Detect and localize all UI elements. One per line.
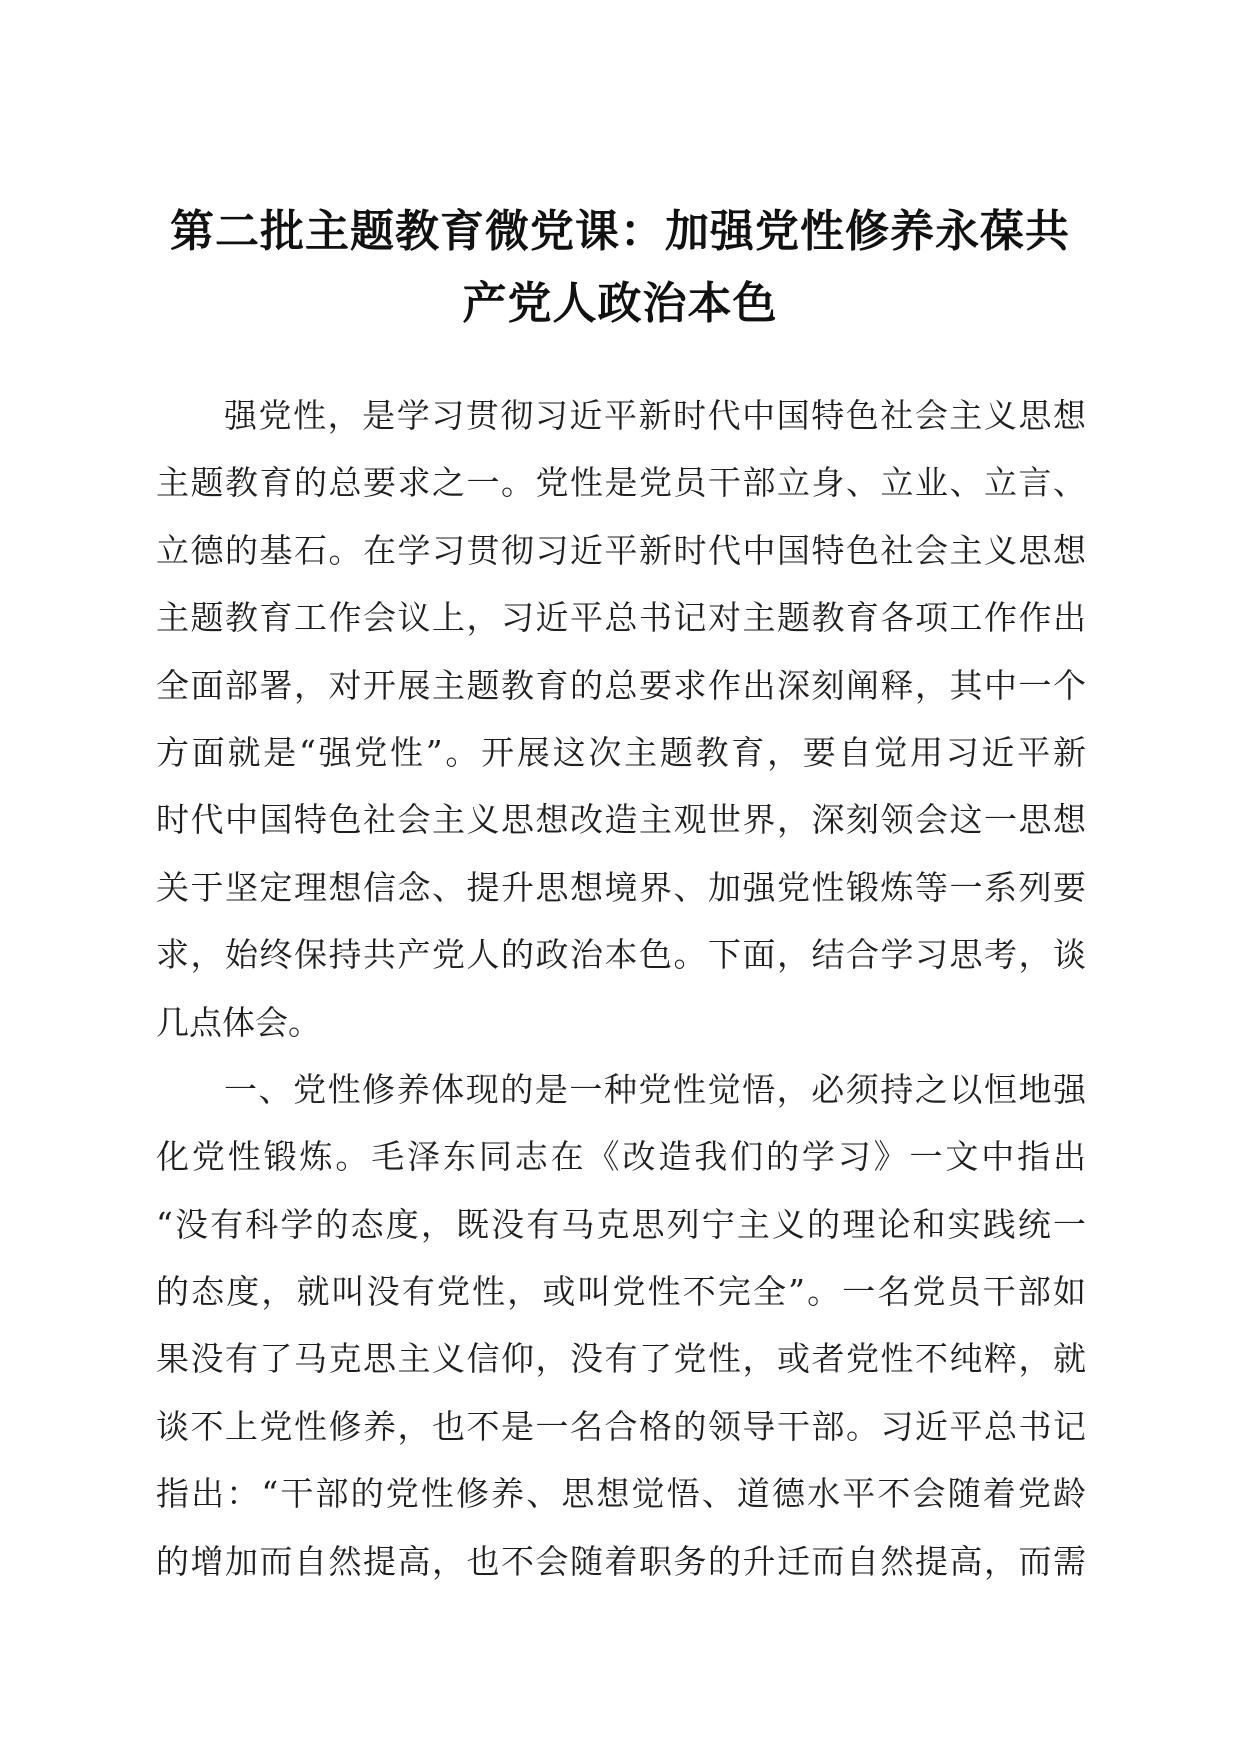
text-line: 主题教育的总要求之一。党性是党员干部立身、立业、立言、 (156, 463, 1086, 503)
title-line-2: 产党人政治本色 (462, 278, 778, 329)
text-line: 果没有了马克思主义信仰，没有了党性，或者党性不纯粹，就 (156, 1339, 1086, 1379)
paragraph-intro (156, 382, 1086, 1056)
text-line: 时代中国特色社会主义思想改造主观世界，深刻领会这一思想 (156, 800, 1086, 840)
text-line: 关于坚定理想信念、提升思想境界、加强党性锻炼等一系列要 (156, 867, 1086, 907)
text-line: 的态度，就叫没有党性，或叫党性不完全”。一名党员干部如 (156, 1272, 1086, 1312)
text-line: 几点体会。 (156, 1002, 321, 1042)
text-line: “没有科学的态度，既没有马克思列宁主义的理论和实践统一 (156, 1204, 1086, 1244)
text-line: 的增加而自然提高，也不会随着职务的升迁而自然提高，而需 (156, 1541, 1086, 1581)
paragraph-section-1 (156, 1056, 1086, 1595)
text-line: 一、党性修养体现的是一种党性觉悟，必须持之以恒地强 (224, 1069, 1086, 1109)
title-line-1: 第二批主题教育微党课：加强党性修养永葆共 (170, 206, 1070, 257)
text-line: 强党性，是学习贯彻习近平新时代中国特色社会主义思想 (224, 396, 1086, 435)
text-line: 指出：“干部的党性修养、思想觉悟、道德水平不会随着党龄 (156, 1474, 1086, 1514)
text-line: 谈不上党性修养，也不是一名合格的领导干部。习近平总书记 (156, 1406, 1086, 1446)
document-body (156, 382, 1086, 1595)
text-line: 主题教育工作会议上，习近平总书记对主题教育各项工作作出 (156, 598, 1086, 638)
text-line: 化党性锻炼。毛泽东同志在《改造我们的学习》一文中指出 (156, 1137, 1086, 1177)
text-line: 求，始终保持共产党人的政治本色。下面，结合学习思考，谈 (156, 935, 1086, 975)
text-line: 全面部署，对开展主题教育的总要求作出深刻阐释，其中一个 (156, 665, 1086, 705)
text-line: 立德的基石。在学习贯彻习近平新时代中国特色社会主义思想 (156, 530, 1086, 570)
document-title (150, 196, 1090, 340)
text-line: 方面就是“强党性”。开展这次主题教育，要自觉用习近平新 (156, 732, 1086, 772)
